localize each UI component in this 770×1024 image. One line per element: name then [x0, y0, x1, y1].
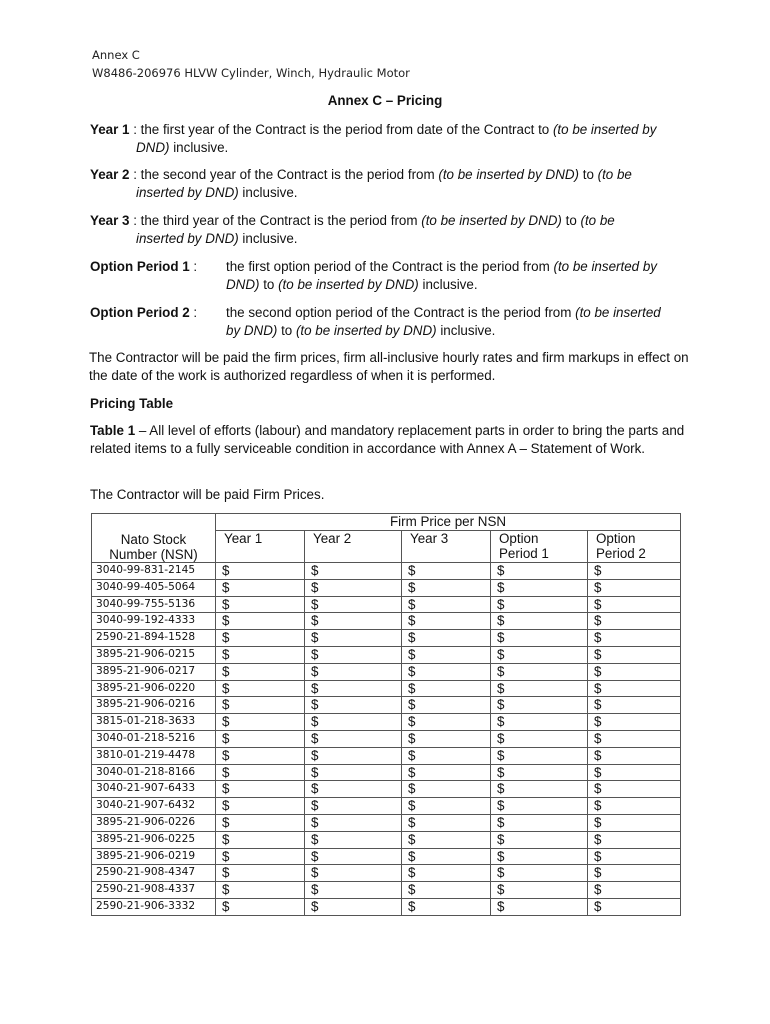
- price-cell-year-1[interactable]: $: [216, 764, 305, 781]
- price-cell-year-2[interactable]: $: [305, 613, 402, 630]
- nsn-header-line1: Nato Stock: [120, 532, 187, 547]
- price-cell-year-1[interactable]: $: [216, 747, 305, 764]
- option-period-1-label: Option Period 1: [90, 259, 190, 274]
- price-cell-year-2[interactable]: $: [305, 831, 402, 848]
- price-cell-year-1[interactable]: $: [216, 613, 305, 630]
- price-cell-year-3[interactable]: $: [402, 781, 491, 798]
- price-cell-option-period-1[interactable]: $: [491, 831, 588, 848]
- column-header-option-period-2: [588, 531, 681, 563]
- pricing-table: [91, 513, 681, 916]
- price-cell-option-period-1[interactable]: $: [491, 882, 588, 899]
- price-cell-option-period-1[interactable]: $: [491, 579, 588, 596]
- nsn-cell: 3895-21-906-0220: [92, 680, 216, 697]
- column-header-year-3: [402, 531, 491, 563]
- price-cell-option-period-2[interactable]: $: [588, 680, 681, 697]
- option-period-1-text: the first option period of the Contract is the period from: [226, 259, 554, 274]
- price-cell-year-3[interactable]: $: [402, 596, 491, 613]
- year-1-italic: (to be inserted by: [552, 122, 657, 137]
- nsn-cell: 3895-21-906-0216: [92, 697, 216, 714]
- pricing-table-heading: [90, 395, 690, 413]
- price-cell-year-1[interactable]: $: [216, 579, 305, 596]
- firm-price-group-header: Firm Price per NSN: [216, 514, 681, 531]
- table-1-description: [90, 422, 690, 458]
- nsn-header-line2: Number (NSN): [109, 547, 198, 562]
- price-cell-option-period-2[interactable]: $: [588, 663, 681, 680]
- price-cell-option-period-2[interactable]: $: [588, 814, 681, 831]
- nsn-cell: 3040-01-218-8166: [92, 764, 216, 781]
- nsn-cell: 2590-21-908-4347: [92, 865, 216, 882]
- table-row: [92, 579, 681, 596]
- nsn-cell: 2590-21-908-4337: [92, 882, 216, 899]
- price-cell-year-3[interactable]: $: [402, 563, 491, 580]
- price-cell-option-period-1[interactable]: $: [491, 814, 588, 831]
- column-header-line1: Year 3: [410, 531, 449, 546]
- price-cell-option-period-1[interactable]: $: [491, 865, 588, 882]
- document-title: Annex C – Pricing: [327, 93, 443, 108]
- table-row: [92, 630, 681, 647]
- pricing-table-body: [92, 563, 681, 916]
- nsn-cell: 3040-21-907-6432: [92, 798, 216, 815]
- year-3-italic: (to be inserted by DND): [421, 213, 562, 228]
- price-cell-year-1[interactable]: $: [216, 697, 305, 714]
- table-row: [92, 781, 681, 798]
- price-cell-year-3[interactable]: $: [402, 730, 491, 747]
- price-cell-year-2[interactable]: $: [305, 798, 402, 815]
- year-2-definition: [90, 166, 690, 202]
- year-3-inclusive: inclusive.: [238, 231, 298, 246]
- price-cell-year-2[interactable]: $: [305, 646, 402, 663]
- price-cell-option-period-2[interactable]: $: [588, 848, 681, 865]
- price-cell-option-period-1[interactable]: $: [491, 663, 588, 680]
- price-cell-option-period-1[interactable]: $: [491, 697, 588, 714]
- price-cell-year-3[interactable]: $: [402, 814, 491, 831]
- price-cell-year-1[interactable]: $: [216, 730, 305, 747]
- table-row: [92, 680, 681, 697]
- price-cell-option-period-2[interactable]: $: [588, 798, 681, 815]
- price-cell-year-2[interactable]: $: [305, 865, 402, 882]
- price-cell-year-3[interactable]: $: [402, 831, 491, 848]
- price-cell-year-2[interactable]: $: [305, 697, 402, 714]
- price-cell-year-1[interactable]: $: [216, 831, 305, 848]
- option-period-1-italic: (to be inserted by: [553, 259, 657, 274]
- price-cell-option-period-1[interactable]: $: [491, 747, 588, 764]
- option-period-1-to: to: [259, 277, 279, 292]
- nsn-cell: 3040-99-755-5136: [92, 596, 216, 613]
- price-cell-option-period-2[interactable]: $: [588, 831, 681, 848]
- option-period-2-definition: [90, 304, 690, 340]
- option-period-1-colon: :: [189, 259, 198, 274]
- price-cell-year-2[interactable]: $: [305, 563, 402, 580]
- price-cell-year-3[interactable]: $: [402, 898, 491, 915]
- nsn-column-header: [92, 514, 216, 563]
- year-3-italic-2: (to be: [580, 213, 615, 228]
- table-1-text: – All level of efforts (labour) and mandatory replacement parts in order to bring the parts and related items to a fully serviceable condition in accordance with Annex A – Statement of Work.: [90, 423, 685, 456]
- table-row: [92, 747, 681, 764]
- price-cell-year-1[interactable]: $: [216, 714, 305, 731]
- nsn-cell: 3895-21-906-0219: [92, 848, 216, 865]
- table-row: [92, 714, 681, 731]
- nsn-cell: 3810-01-219-4478: [92, 747, 216, 764]
- price-cell-option-period-1[interactable]: $: [491, 646, 588, 663]
- price-cell-option-period-1[interactable]: $: [491, 898, 588, 915]
- year-1-text: : the first year of the Contract is the period from date of the Contract to: [129, 122, 553, 137]
- price-cell-year-2[interactable]: $: [305, 579, 402, 596]
- price-cell-year-3[interactable]: $: [402, 646, 491, 663]
- table-row: [92, 596, 681, 613]
- year-3-to: to: [561, 213, 581, 228]
- price-cell-option-period-1[interactable]: $: [491, 563, 588, 580]
- nsn-cell: 3895-21-906-0217: [92, 663, 216, 680]
- option-period-2-italic-cont: by DND): [226, 323, 278, 338]
- price-cell-year-1[interactable]: $: [216, 898, 305, 915]
- option-period-2-text: the second option period of the Contract is the period from: [226, 305, 576, 320]
- option-period-2-italic-2: (to be inserted by DND): [295, 323, 437, 338]
- price-cell-year-1[interactable]: $: [216, 563, 305, 580]
- column-header-line1: Option: [596, 531, 636, 546]
- year-1-inclusive: inclusive.: [169, 140, 229, 155]
- nsn-cell: 3895-21-906-0226: [92, 814, 216, 831]
- price-cell-year-2[interactable]: $: [305, 814, 402, 831]
- price-cell-year-2[interactable]: $: [305, 663, 402, 680]
- price-cell-year-1[interactable]: $: [216, 646, 305, 663]
- price-cell-year-2[interactable]: $: [305, 898, 402, 915]
- price-cell-year-2[interactable]: $: [305, 730, 402, 747]
- price-cell-option-period-1[interactable]: $: [491, 714, 588, 731]
- contractor-payment-paragraph: The Contractor will be paid the firm prices, firm all-inclusive hourly rates and firm markups in effect on the date of the work is authorized regardless of when it is performed.: [89, 350, 689, 383]
- price-cell-year-3[interactable]: $: [402, 747, 491, 764]
- option-period-1-inclusive: inclusive.: [418, 277, 478, 292]
- price-cell-year-1[interactable]: $: [216, 596, 305, 613]
- year-3-text: : the third year of the Contract is the period from: [129, 213, 422, 228]
- year-1-label: Year 1: [90, 122, 130, 137]
- year-2-italic: (to be inserted by DND): [438, 167, 580, 182]
- price-cell-option-period-1[interactable]: $: [491, 613, 588, 630]
- price-cell-year-3[interactable]: $: [402, 680, 491, 697]
- price-cell-year-2[interactable]: $: [305, 714, 402, 731]
- column-header-line2: Period 1: [499, 546, 549, 561]
- price-cell-year-2[interactable]: $: [305, 848, 402, 865]
- price-cell-year-3[interactable]: $: [402, 697, 491, 714]
- price-cell-option-period-1[interactable]: $: [491, 596, 588, 613]
- price-cell-option-period-2[interactable]: $: [588, 596, 681, 613]
- price-cell-option-period-2[interactable]: $: [588, 781, 681, 798]
- price-cell-year-1[interactable]: $: [216, 630, 305, 647]
- column-header-year-1: [216, 531, 305, 563]
- price-cell-year-2[interactable]: $: [305, 747, 402, 764]
- price-cell-year-3[interactable]: $: [402, 882, 491, 899]
- year-2-inclusive: inclusive.: [238, 185, 298, 200]
- price-cell-year-3[interactable]: $: [402, 848, 491, 865]
- price-cell-option-period-1[interactable]: $: [491, 798, 588, 815]
- table-row: [92, 646, 681, 663]
- price-cell-year-3[interactable]: $: [402, 865, 491, 882]
- nsn-cell: 3895-21-906-0215: [92, 646, 216, 663]
- year-2-italic-cont: inserted by DND): [136, 185, 239, 200]
- year-2-to: to: [579, 167, 598, 182]
- column-header-line1: Option: [499, 531, 539, 546]
- nsn-cell: 3815-01-218-3633: [92, 714, 216, 731]
- column-header-year-2: [305, 531, 402, 563]
- price-cell-year-1[interactable]: $: [216, 798, 305, 815]
- nsn-cell: 3040-99-405-5064: [92, 579, 216, 596]
- price-cell-option-period-2[interactable]: $: [588, 579, 681, 596]
- price-cell-year-1[interactable]: $: [216, 848, 305, 865]
- price-cell-option-period-2[interactable]: $: [588, 898, 681, 915]
- table-row: [92, 848, 681, 865]
- firm-prices-note: The Contractor will be paid Firm Prices.: [90, 487, 325, 502]
- option-period-2-label: Option Period 2: [90, 305, 190, 320]
- year-2-label: Year 2: [90, 167, 130, 182]
- nsn-cell: 3040-21-907-6433: [92, 781, 216, 798]
- year-1-definition: [90, 121, 690, 157]
- pricing-table-heading-text: Pricing Table: [90, 396, 174, 411]
- column-header-line2: Period 2: [596, 546, 646, 561]
- price-cell-year-2[interactable]: $: [305, 680, 402, 697]
- table-row: [92, 798, 681, 815]
- nsn-cell: 3040-01-218-5216: [92, 730, 216, 747]
- table-row: [92, 613, 681, 630]
- price-cell-option-period-2[interactable]: $: [588, 613, 681, 630]
- year-3-label: Year 3: [90, 213, 130, 228]
- table-1-label: Table 1: [90, 423, 136, 438]
- price-cell-option-period-2[interactable]: $: [588, 646, 681, 663]
- price-cell-year-2[interactable]: $: [305, 882, 402, 899]
- price-cell-option-period-2[interactable]: $: [588, 714, 681, 731]
- price-cell-year-3[interactable]: $: [402, 630, 491, 647]
- price-cell-year-1[interactable]: $: [216, 882, 305, 899]
- price-cell-option-period-1[interactable]: $: [491, 730, 588, 747]
- option-period-1-italic-cont: DND): [226, 277, 260, 292]
- table-row: [92, 563, 681, 580]
- table-row: [92, 898, 681, 915]
- price-cell-option-period-2[interactable]: $: [588, 630, 681, 647]
- table-row: [92, 814, 681, 831]
- option-period-1-italic-2: (to be inserted by DND): [278, 277, 419, 292]
- header-solicitation-title: W8486-206976 HLVW Cylinder, Winch, Hydraulic Motor: [92, 66, 410, 80]
- nsn-cell: 3040-99-192-4333: [92, 613, 216, 630]
- price-cell-option-period-2[interactable]: $: [588, 882, 681, 899]
- price-cell-option-period-1[interactable]: $: [491, 680, 588, 697]
- table-row: [92, 764, 681, 781]
- year-2-text: : the second year of the Contract is the period from: [129, 167, 439, 182]
- price-cell-option-period-1[interactable]: $: [491, 781, 588, 798]
- price-cell-year-2[interactable]: $: [305, 596, 402, 613]
- price-cell-year-3[interactable]: $: [402, 579, 491, 596]
- price-cell-option-period-2[interactable]: $: [588, 764, 681, 781]
- year-1-italic-cont: DND): [136, 140, 170, 155]
- price-cell-option-period-2[interactable]: $: [588, 865, 681, 882]
- table-row: [92, 882, 681, 899]
- price-cell-year-3[interactable]: $: [402, 663, 491, 680]
- table-row: [92, 697, 681, 714]
- price-cell-year-2[interactable]: $: [305, 781, 402, 798]
- table-row: [92, 865, 681, 882]
- nsn-cell: 3895-21-906-0225: [92, 831, 216, 848]
- price-cell-option-period-1[interactable]: $: [491, 764, 588, 781]
- table-row: [92, 730, 681, 747]
- price-cell-option-period-1[interactable]: $: [491, 848, 588, 865]
- nsn-cell: 2590-21-906-3332: [92, 898, 216, 915]
- price-cell-year-1[interactable]: $: [216, 663, 305, 680]
- price-cell-year-1[interactable]: $: [216, 680, 305, 697]
- price-cell-year-3[interactable]: $: [402, 613, 491, 630]
- year-3-definition: [90, 212, 690, 248]
- nsn-cell: 2590-21-894-1528: [92, 630, 216, 647]
- option-period-2-italic: (to be inserted: [575, 305, 661, 320]
- price-cell-option-period-1[interactable]: $: [491, 630, 588, 647]
- price-cell-year-3[interactable]: $: [402, 764, 491, 781]
- price-cell-year-3[interactable]: $: [402, 798, 491, 815]
- option-period-2-inclusive: inclusive.: [436, 323, 496, 338]
- nsn-cell: 3040-99-831-2145: [92, 563, 216, 580]
- price-cell-option-period-2[interactable]: $: [588, 563, 681, 580]
- table-row: [92, 831, 681, 848]
- price-cell-year-2[interactable]: $: [305, 630, 402, 647]
- price-cell-year-1[interactable]: $: [216, 865, 305, 882]
- price-cell-option-period-2[interactable]: $: [588, 730, 681, 747]
- column-header-line1: Year 2: [313, 531, 352, 546]
- table-row: [92, 663, 681, 680]
- column-header-line1: Year 1: [224, 531, 263, 546]
- price-cell-year-2[interactable]: $: [305, 764, 402, 781]
- page-header: [92, 46, 410, 82]
- price-cell-option-period-2[interactable]: $: [588, 747, 681, 764]
- price-cell-year-1[interactable]: $: [216, 781, 305, 798]
- price-cell-year-3[interactable]: $: [402, 714, 491, 731]
- price-cell-year-1[interactable]: $: [216, 814, 305, 831]
- year-2-italic-2: (to be: [597, 167, 632, 182]
- header-annex-label: Annex C: [92, 48, 140, 62]
- option-period-2-colon: :: [189, 305, 198, 320]
- price-cell-option-period-2[interactable]: $: [588, 697, 681, 714]
- column-header-option-period-1: [491, 531, 588, 563]
- option-period-1-definition: [90, 258, 690, 294]
- option-period-2-to: to: [277, 323, 296, 338]
- year-3-italic-cont: inserted by DND): [136, 231, 239, 246]
